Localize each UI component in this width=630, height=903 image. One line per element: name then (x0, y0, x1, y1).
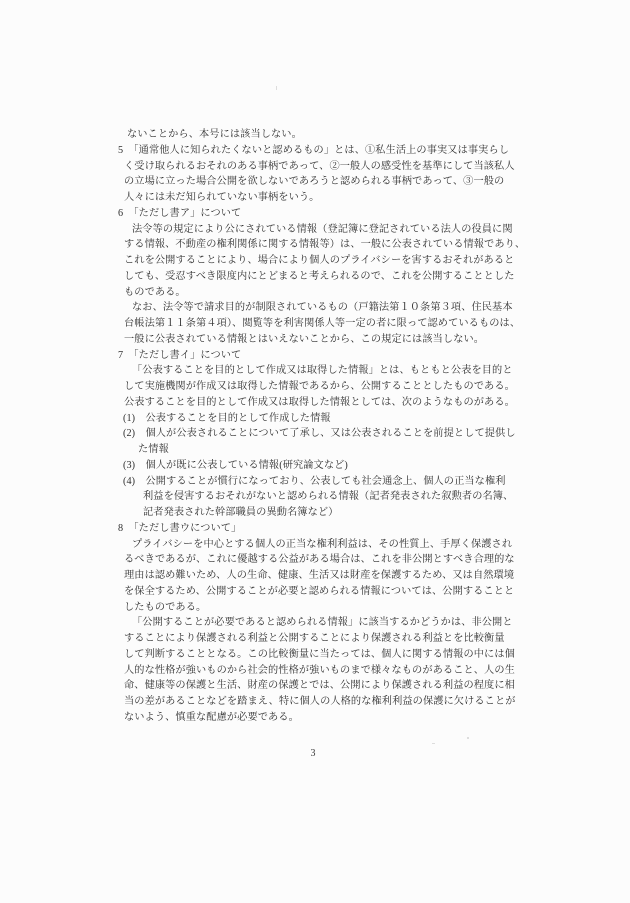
text-line: 法令等の規定により公にされている情報（登記簿に登記されている法人の役員に関 (132, 223, 513, 235)
text-line: 当の差があることなどを踏まえ、特に個人の人格的な権利利益の保護に欠けることが (124, 696, 516, 707)
text-line: プライバシーを中心とする個人の正当な権利利益は、その性質上、手厚く保護され (132, 538, 513, 550)
text-line: (1) 公表することを目的として作成した情報 (123, 412, 331, 424)
text-line: 「公表することを目的として作成又は取得した情報」とは、もともと公表を目的と (132, 365, 513, 377)
scan-artifact (467, 737, 469, 739)
text-line: 記者発表された幹部職員の異動名簿など） (143, 507, 339, 518)
text-line: 6 「ただし書ア」について (118, 207, 242, 219)
text-line: を保全するため、公開することが必要と認められる情報については、公開することと (124, 585, 515, 597)
text-line: しても、受忍すべき限度内にとどまると考えられるので、これを公開することとした (124, 270, 515, 282)
text-line: 利益を侵害するおそれがないと認められる情報（記者発表された叙勲者の名簿、 (143, 491, 514, 503)
text-line: 命、健康等の保護と生活、財産の保護とでは、公開により保護される利益の程度に相 (124, 680, 515, 692)
text-line: 理由は認め難いため、人の生命、健康、生活又は財産を保護するため、又は自然環境 (124, 570, 515, 581)
text-line: ないよう、慎重な配慮が必要である。 (124, 711, 299, 723)
text-line: する情報、不動産の権利関係に関する情報等）は、一般に公表されている情報であり、 (124, 239, 526, 251)
text-line: 台帳法第１１条第４項）、閲覧等を利害関係人等一定の者に限って認めているものは、 (124, 318, 521, 329)
text-line: 「公開することが必要であると認められる情報」に該当するかどうかは、非公開と (132, 617, 513, 629)
text-line: これを公開することにより、場合により個人のプライバシーを害するおそれがあると (124, 255, 515, 266)
scan-artifact (276, 86, 277, 90)
text-line: なお、法令等で請求目的が制限されているもの（戸籍法第１０条第３項、住民基本 (132, 302, 513, 314)
text-line: 8 「ただし書ウについて」 (118, 522, 242, 534)
text-line: く受け取られるおそれのある事柄であって、②一般人の感受性を基準にして当該私人 (124, 160, 515, 172)
document-text-block (118, 127, 526, 726)
text-line: 7 「ただし書イ」について (118, 349, 242, 361)
text-line: 公表することを目的として作成又は取得した情報としては、次のようなものがある。 (124, 396, 515, 408)
text-line: ないことから、本号には該当しない。 (127, 129, 302, 140)
page-number: 3 (310, 748, 316, 759)
text-line: るべきであるが、これに優越する公益がある場合は、これを非公開とすべき合理的な (124, 554, 515, 566)
text-line: (3) 個人が既に公表している情報(研究論文など) (123, 459, 348, 471)
text-line: ものである。 (124, 286, 186, 298)
text-line: た情報 (138, 444, 169, 455)
text-line: の立場に立った場合公開を欲しないであろうと認められる事柄であって、③一般の (124, 176, 505, 188)
text-line: 人的な性格が強いものから社会的性格が強いものまで様々なものがあること、人の生 (124, 664, 515, 676)
text-line: して実施機関が作成又は取得した情報であるから、公開することとしたものである。 (124, 381, 515, 392)
text-line: して判断することとなる。この比較衡量に当たっては、個人に関する情報の中には個 (124, 648, 515, 660)
text-line: 人々には未だ知られていない事柄をいう。 (124, 192, 320, 203)
text-line: 一般に公表されている情報とはいえないことから、この規定には該当しない。 (124, 333, 485, 345)
text-line: (2) 個人が公表されることについて了承し、又は公表されることを前提として提供し (123, 428, 516, 440)
text-line: 5 「通常他人に知られたくないと認めるもの」とは、①私生活上の事実又は事実らし (118, 144, 510, 156)
text-line: することにより保護される利益と公開することにより保護される利益とを比較衡量 (124, 633, 505, 644)
scan-artifact (432, 743, 435, 744)
text-line: (4) 公開することが慣行になっており、公表しても社会通念上、個人の正当な権利 (123, 475, 506, 487)
text-line: したものである。 (124, 601, 207, 613)
